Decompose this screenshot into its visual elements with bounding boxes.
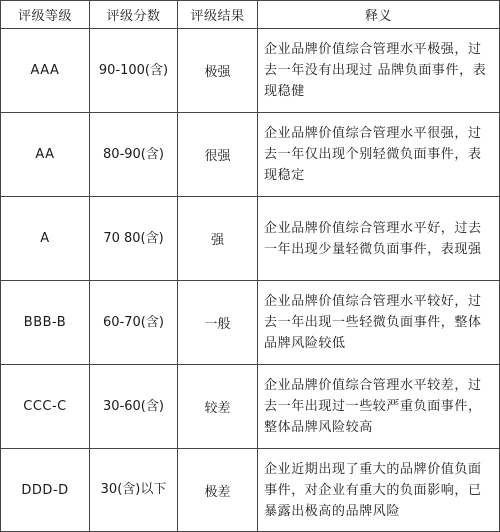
score-cell: 70 80(含)	[90, 197, 178, 281]
description-cell: 企业品牌价值综合管理水平极强，过去一年没有出现过 品牌负面事件，表现稳健	[258, 29, 500, 113]
score-cell: 80-90(含)	[90, 113, 178, 197]
header-row	[1, 1, 500, 29]
table-row	[1, 449, 500, 532]
header-grade: 评级等级	[1, 1, 90, 29]
result-cell: 极强	[178, 29, 258, 113]
grade-cell: AAA	[1, 29, 90, 113]
grade-cell: CCC-C	[1, 365, 90, 449]
description-cell: 企业近期出现了重大的品牌价值负面事件，对企业有重大的负面影响，已暴露出极高的品牌风险	[258, 449, 500, 532]
table-row	[1, 365, 500, 449]
grade-cell: A	[1, 197, 90, 281]
description-cell: 企业品牌价值综合管理水平较好，过去一年出现一些轻微负面事件，整体品牌风险较低	[258, 281, 500, 365]
header-score: 评级分数	[90, 1, 178, 29]
description-cell: 企业品牌价值综合管理水平很强，过去一年仅出现个别轻微负面事件，表现稳定	[258, 113, 500, 197]
table-row	[1, 281, 500, 365]
score-cell: 30-60(含)	[90, 365, 178, 449]
result-cell: 一般	[178, 281, 258, 365]
score-cell: 60-70(含)	[90, 281, 178, 365]
score-cell: 90-100(含)	[90, 29, 178, 113]
table-row	[1, 29, 500, 113]
header-description: 释义	[258, 1, 500, 29]
result-cell: 较差	[178, 365, 258, 449]
grade-cell: AA	[1, 113, 90, 197]
table-row	[1, 113, 500, 197]
table-row	[1, 197, 500, 281]
result-cell: 强	[178, 197, 258, 281]
score-cell: 30(含)以下	[90, 449, 178, 532]
description-cell: 企业品牌价值综合管理水平好，过去一年出现少量轻微负面事件，表现强	[258, 197, 500, 281]
header-result: 评级结果	[178, 1, 258, 29]
grade-cell: BBB-B	[1, 281, 90, 365]
result-cell: 极差	[178, 449, 258, 532]
grade-cell: DDD-D	[1, 449, 90, 532]
result-cell: 很强	[178, 113, 258, 197]
description-cell: 企业品牌价值综合管理水平较差，过去一年出现过一些较严重负面事件，整体品牌风险较高	[258, 365, 500, 449]
